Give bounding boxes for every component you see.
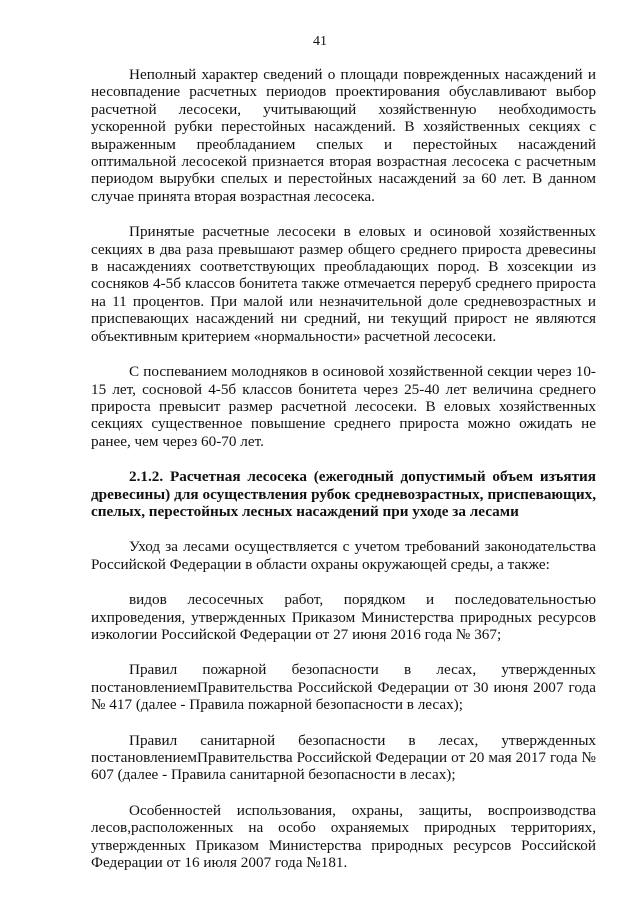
paragraph-cutting-vs-growth: Принятые расчетные лесосеки в еловых и осиновой хозяйственных секциях в два раза превышают размер общего среднего прироста древесины в насаждениях соответствующих преобладающих пород. В хозсекции из сосняков 4-5б классов бонитета также отмечается переруб среднего прироста на 11 процентов. При малой или незначительной доле средневозрастных и приспевающих насаждений ни средний, ни текущий прирост не являются объективным критерием «нормальности» расчетной лесосеки. xyxy=(91,223,596,345)
list-item-protected-areas: Особенностей использования, охраны, защиты, воспроизводства лесов,расположенных на особо охраняемых природных территориях, утвержденных Приказом Министерства природных ресурсов Российской Федерации от 16 июля 2007 года №181. xyxy=(91,801,596,872)
paragraph-calculated-cutting-choice: Неполный характер сведений о площади поврежденных насаждений и несовпадение расчетных периодов проектирования обуславливают выбор расчетной лесосеки, учитывающий хозяйственную необходимость ускоренной рубки перестойных насаждений. В хозяйственных секциях с выраженным преобладанием спелых и перестойных насаждений оптимальной лесосекой признается вторая возрастная лесосека с расчетным периодом вырубки спелых и перестойных насаждений за 60 лет. В данном случае принята вторая возрастная лесосека. xyxy=(91,66,596,205)
page-content xyxy=(91,66,596,889)
list-item-logging-works: видов лесосечных работ, порядком и последовательностью ихпроведения, утвержденных Приказом Министерства природных ресурсов иэкологии Российской Федерации от 27 июня 2016 года № 367; xyxy=(91,591,596,643)
page-number: 41 xyxy=(313,34,327,49)
section-heading: 2.1.2. Расчетная лесосека (ежегодный допустимый объем изъятия древесины) для осуществления рубок средневозрастных, приспевающих, спелых, перестойных лесных насаждений при уходе за лесами xyxy=(91,468,596,520)
paragraph-growth-forecast: С поспеванием молодняков в осиновой хозяйственной секции через 10-15 лет, сосновой 4-5б классов бонитета через 25-40 лет величина среднего прироста превысит размер расчетной лесосеки. В еловых хозяйственных секциях существенное повышение среднего прироста можно ожидать не ранее, чем через 60-70 лет. xyxy=(91,363,596,450)
list-item-sanitary-safety-rules: Правил санитарной безопасности в лесах, утвержденных постановлениемПравительства Российской Федерации от 20 мая 2017 года № 607 (далее - Правила санитарной безопасности в лесах); xyxy=(91,731,596,784)
list-item-fire-safety-rules: Правил пожарной безопасности в лесах, утвержденных постановлениемПравительства Российской Федерации от 30 июня 2007 года № 417 (далее - Правила пожарной безопасности в лесах); xyxy=(91,661,596,714)
paragraph-forest-care-intro: Уход за лесами осуществляется с учетом требований законодательства Российской Федерации в области охраны окружающей среды, а также: xyxy=(91,538,596,573)
